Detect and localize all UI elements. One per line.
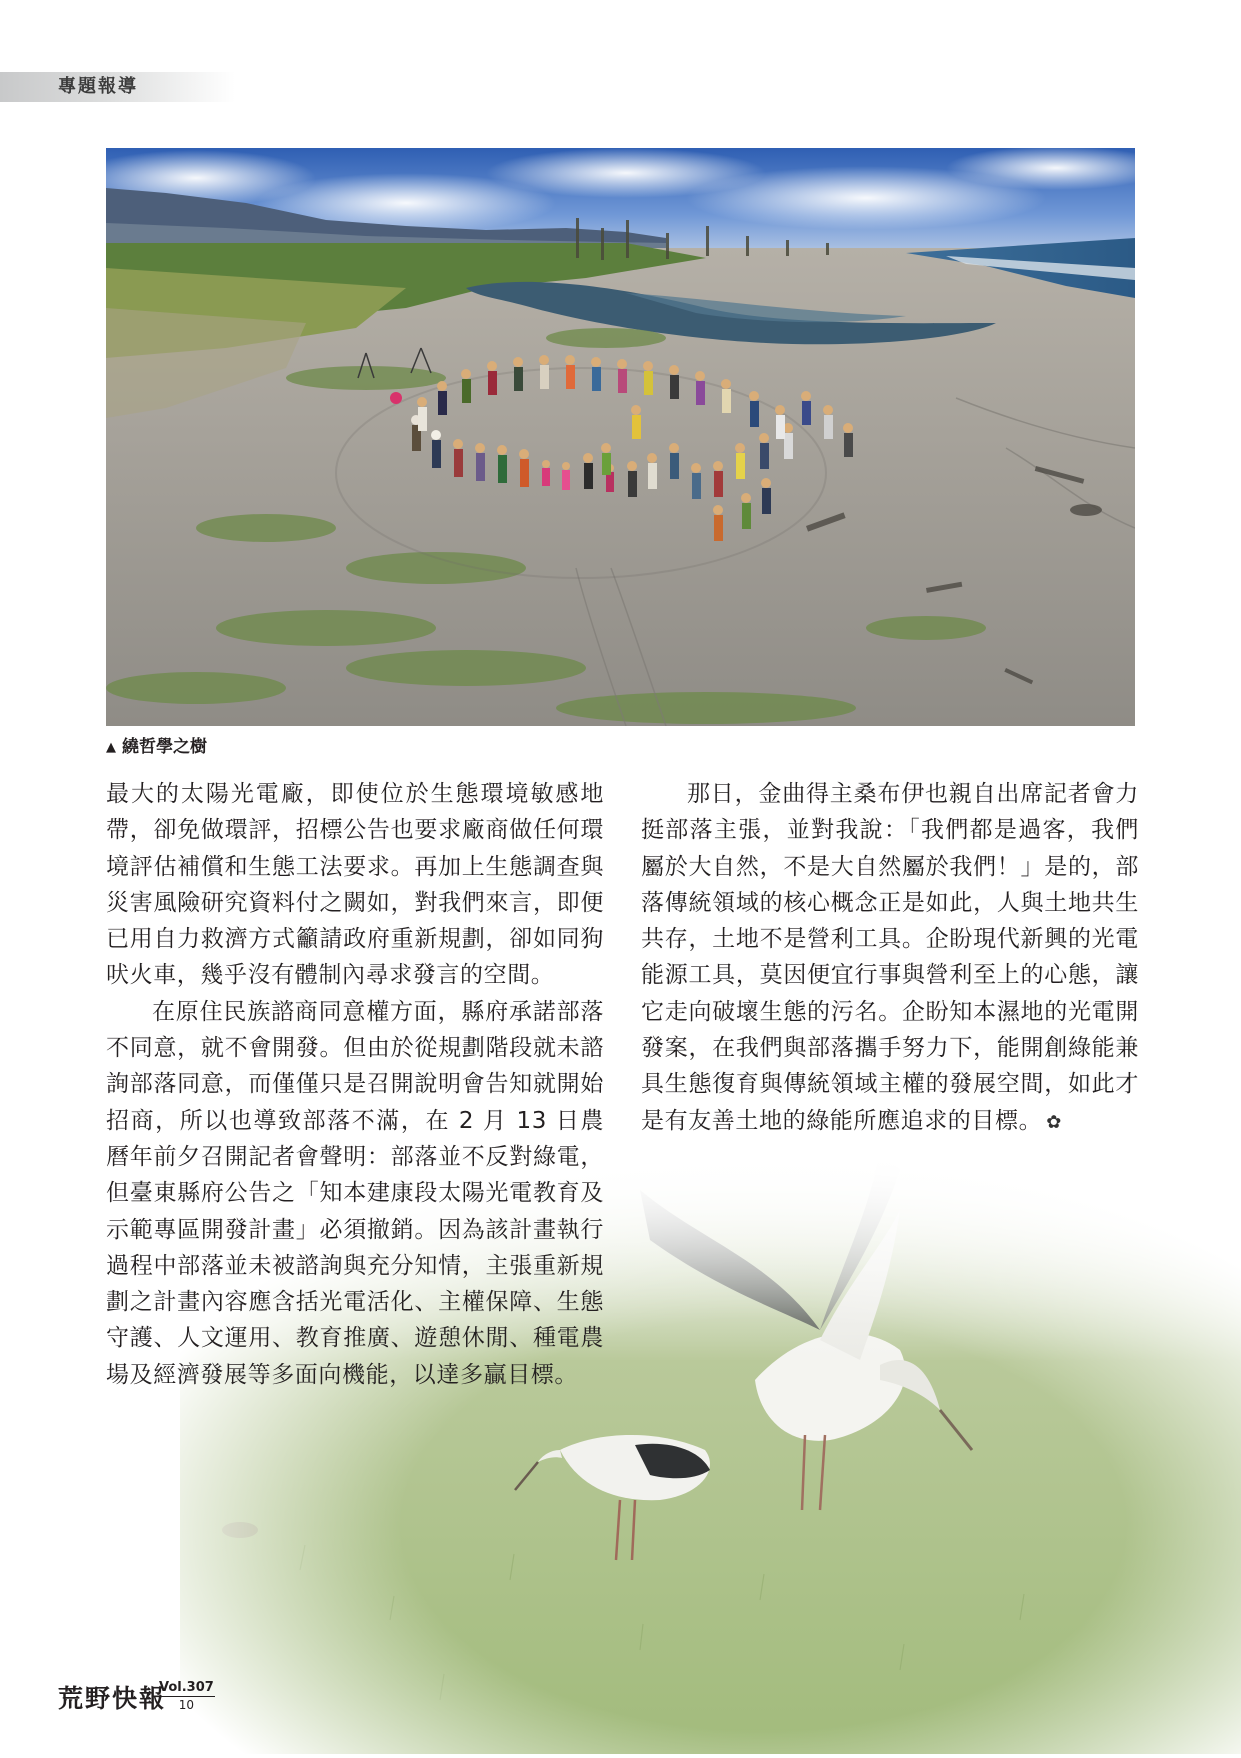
triangle-up-icon: ▲ (106, 740, 116, 755)
page-number: 10 (178, 1698, 195, 1712)
body-column-left (106, 776, 604, 1393)
volume-number: Vol.307 (159, 1680, 214, 1695)
paragraph: 在原住民族諮商同意權方面，縣府承諾部落不同意，就不會開發。但由於從規劃階段就未諮詢部落同意，而僅僅只是召開說明會告知就開始招商，所以也導致部落不滿，在 2 月 13 日農曆年前夕召開記者會聲明：部落並不反對綠電，但臺東縣府公告之「知本建康段太陽光電教育及示範專區開發計畫」必須撤銷。因為該計畫執行過程中部落並未被諮詢與充分知情，主張重新規劃之計畫內容應含括光電活化、主權保障、生態守護、人文運用、教育推廣、遊憩休閒、種電農場及經濟發展等多面向機能，以達多贏目標。 (106, 998, 604, 1388)
paragraph-text: 那日，金曲得主桑布伊也親自出席記者會力挺部落主張，並對我說：「我們都是過客，我們屬於大自然，不是大自然屬於我們！」是的，部落傳統領域的核心概念正是如此，人與土地共生共存，土地不是營利工具。企盼現代新興的光電能源工具，莫因便宜行事與營利至上的心態，讓它走向破壞生態的污名。企盼知本濕地的光電開發案，在我們與部落攜手努力下，能開創綠能兼具生態復育與傳統領域主權的發展空間，如此才是有友善土地的綠能所應追求的目標。 (641, 781, 1139, 1134)
paragraph (641, 776, 1139, 1141)
body-column-right (641, 776, 1139, 1141)
paragraph: 最大的太陽光電廠，即使位於生態環境敏感地帶，卻免做環評，招標公告也要求廠商做任何環境評估補償和生態工法要求。再加上生態調查與災害風險研究資料付之闕如，對我們來言，即便已用自力救濟方式籲請政府重新規劃，卻如同狗吠火車，幾乎沒有體制內尋求發言的空間。 (106, 781, 604, 989)
aerial-beach-photo (106, 148, 1135, 726)
flower-end-mark-icon: ✿ (1046, 1111, 1062, 1133)
magazine-brand: 荒野快報 (58, 1684, 167, 1713)
photo-caption-text: 繞哲學之樹 (122, 737, 207, 757)
section-label: 專題報導 (58, 76, 138, 97)
photo-caption (106, 735, 207, 761)
volume-info (158, 1680, 215, 1713)
